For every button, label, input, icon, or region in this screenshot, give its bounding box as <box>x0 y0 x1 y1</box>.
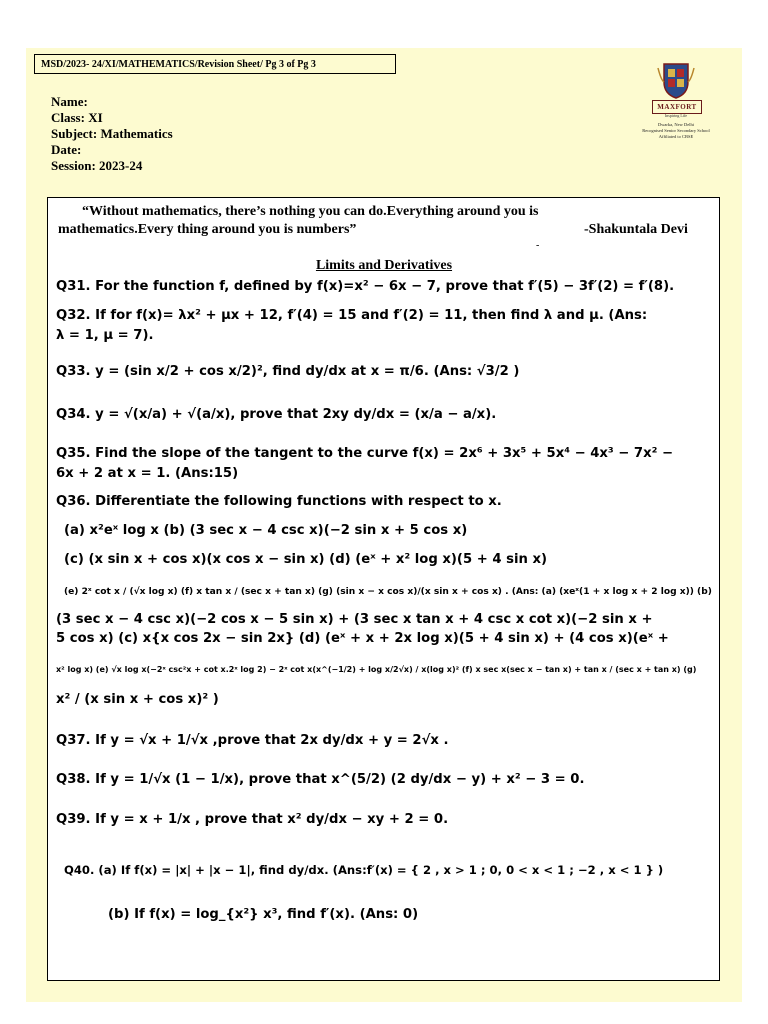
question-35: Q35. Find the slope of the tangent to the curve f(x) = 2x⁶ + 3x⁵ + 5x⁴ − 4x³ − 7x² − <box>56 446 674 461</box>
question-36: Q36. Differentiate the following functions with respect to x. <box>56 494 502 509</box>
logo-brand: MAXFORT <box>652 100 702 114</box>
class-label: Class: XI <box>51 110 103 125</box>
question-36-ab: (a) x²eˣ log x (b) (3 sec x − 4 csc x)(−2 sin x + 5 cos x) <box>64 523 468 538</box>
question-36-ans-cd: 5 cos x) (c) x{x cos 2x − sin 2x} (d) (eˣ + x + 2x log x)(5 + 4 sin x) + (4 cos x)(eˣ + <box>56 631 669 646</box>
question-37: Q37. If y = √x + 1/√x ,prove that 2x dy/dx + y = 2√x . <box>56 733 449 748</box>
student-info <box>51 94 173 174</box>
question-39: Q39. If y = x + 1/x , prove that x² dy/dx − xy + 2 = 0. <box>56 812 449 827</box>
logo-tagline: Inspiring Life <box>664 113 688 118</box>
document-code: MSD/2023- 24/XI/MATHEMATICS/Revision Sheet/ Pg 3 of Pg 3 <box>34 54 396 74</box>
question-31: Q31. For the function f, defined by f(x)=x² − 6x − 7, prove that f′(5) − 3f′(2) = f′(8). <box>56 279 675 294</box>
crest-icon <box>656 60 696 100</box>
question-35-cont: 6x + 2 at x = 1. (Ans:15) <box>56 466 239 481</box>
session-label: Session: 2023-24 <box>51 158 143 173</box>
section-title: Limits and Derivatives <box>315 258 453 273</box>
question-40a: Q40. (a) If f(x) = |x| + |x − 1|, find dy/dx. (Ans:f′(x) = { 2 , x > 1 ; 0, 0 < x < 1 ; −2 , x < 1 } ) <box>64 863 664 877</box>
question-36-ans-g: x² / (x sin x + cos x)² ) <box>56 692 219 707</box>
question-36-ans-b: (3 sec x − 4 csc x)(−2 cos x − 5 sin x) + (3 sec x tan x + 4 csc x cot x)(−2 sin x + <box>56 612 653 627</box>
question-40b: (b) If f(x) = log_{x²} x³, find f′(x). (Ans: 0) <box>108 907 419 922</box>
subject-label: Subject: Mathematics <box>51 126 173 141</box>
question-32: Q32. If for f(x)= λx² + μx + 12, f′(4) = 15 and f′(2) = 11, then find λ and μ. (Ans: <box>56 308 648 323</box>
question-32-answer: λ = 1, μ = 7). <box>56 328 154 343</box>
question-38: Q38. If y = 1/√x (1 − 1/x), prove that x^(5/2) (2 dy/dx − y) + x² − 3 = 0. <box>56 772 585 787</box>
quote-author: -Shakuntala Devi <box>584 222 688 237</box>
logo-address: Dwarka, New Delhi Recognised Senior Secondary School Affiliated to CBSE <box>642 122 710 139</box>
question-34: Q34. y = √(x/a) + √(a/x), prove that 2xy dy/dx = (x/a − a/x). <box>56 407 497 422</box>
school-logo <box>640 60 712 150</box>
question-36-efg: (e) 2ˣ cot x / (√x log x) (f) x tan x / (sec x + tan x) (g) (sin x − x cos x)/(x sin x + cos x) . (Ans: (a) (xeˣ(1 + x log x + 2 log x)) (b) <box>64 587 712 597</box>
question-33: Q33. y = (sin x/2 + cos x/2)², find dy/dx at x = π/6. (Ans: √3/2 ) <box>56 364 520 379</box>
date-label: Date: <box>51 142 82 157</box>
question-36-ans-ef: x² log x) (e) √x log x(−2ˣ csc²x + cot x.2ˣ log 2) − 2ˣ cot x(x^(−1/2) + log x/2√x) / x(log x)² (f) x sec x(sec x − tan x) + tan x / (sec x + tan x) (g) <box>56 665 697 674</box>
name-label: Name: <box>51 94 88 109</box>
quote-line-1: “Without mathematics, there’s nothing you can do.Everything around you is <box>82 204 539 219</box>
question-36-cd: (c) (x sin x + cos x)(x cos x − sin x) (d) (eˣ + x² log x)(5 + 4 sin x) <box>64 552 548 567</box>
quote <box>58 203 714 239</box>
quote-line-2: mathematics.Every thing around you is numbers” -Shakuntala Devi <box>58 222 688 237</box>
stray-dash: - <box>536 240 540 251</box>
